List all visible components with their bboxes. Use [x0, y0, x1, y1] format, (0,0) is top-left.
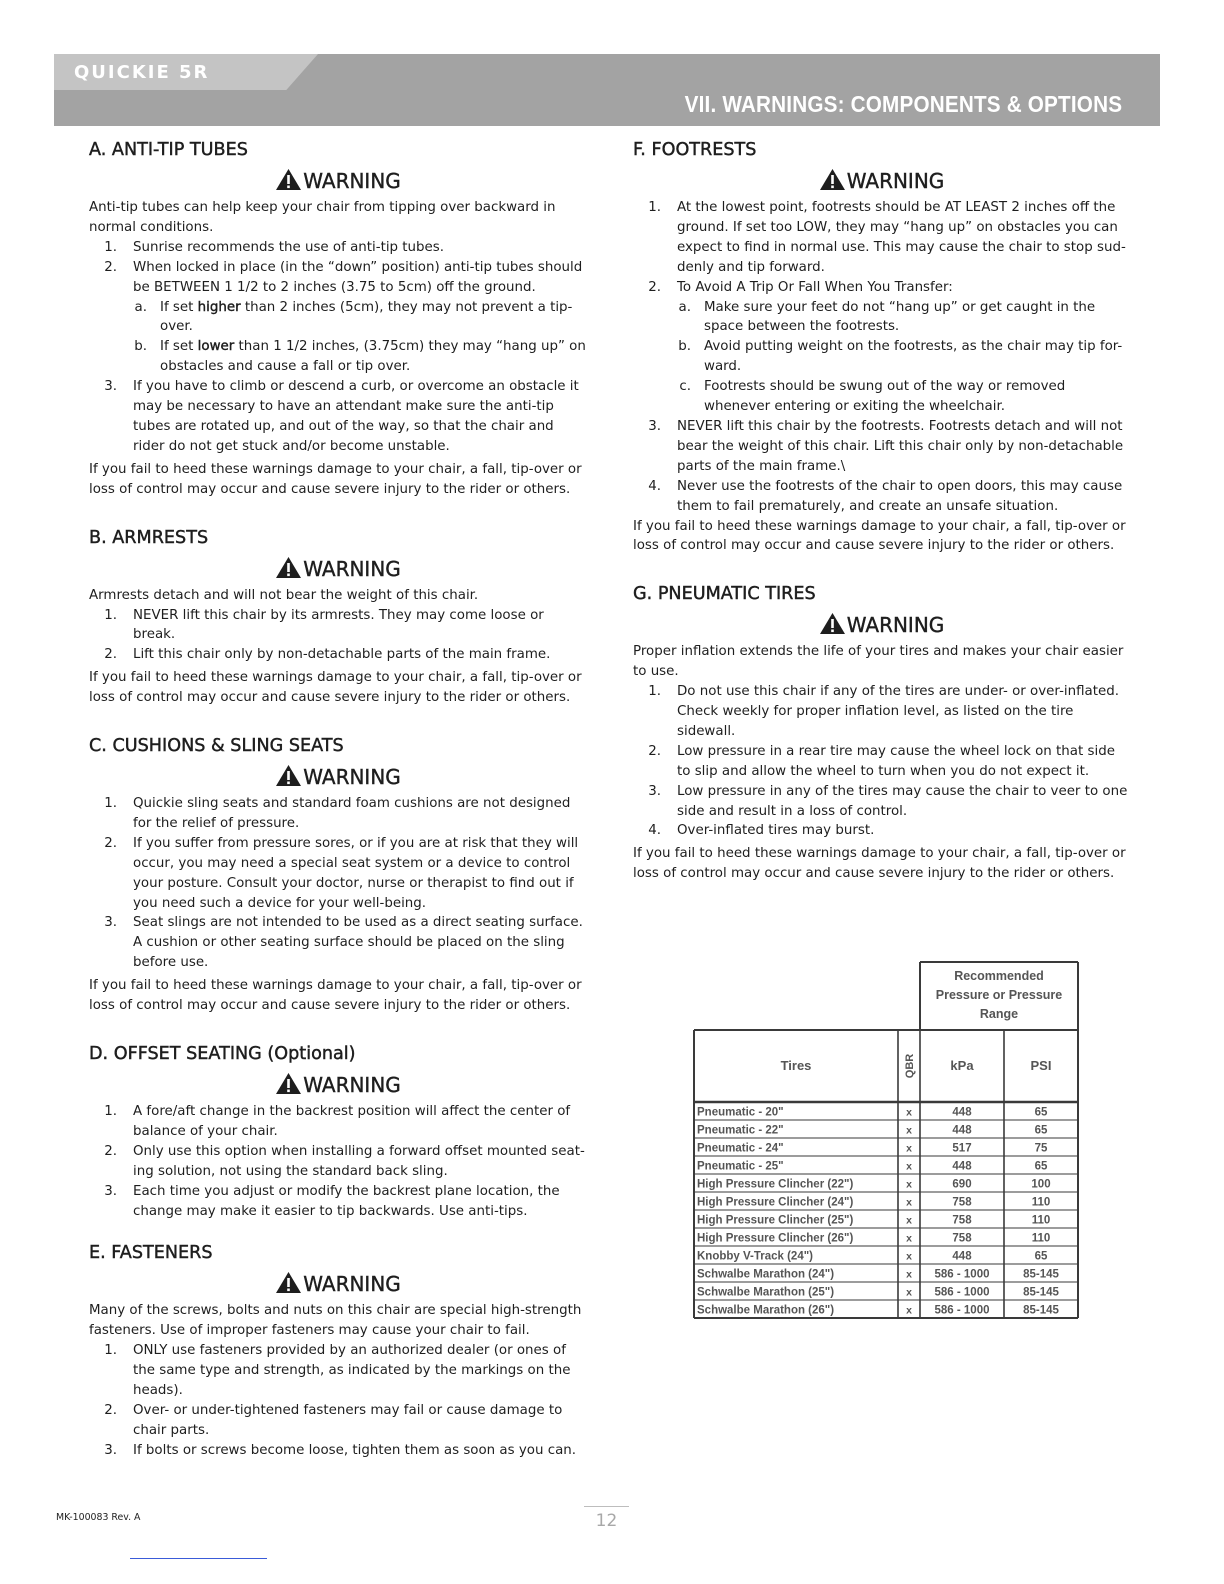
warning-triangle-icon	[275, 168, 302, 191]
list-item: 2. Over- or under-tightened fasteners may fail or cause damage to chair parts.	[104, 1402, 563, 1438]
list-item: 1. ONLY use fasteners provided by an authorized dealer (or ones of the same type and strength, as indicated by the markings on the heads).	[104, 1343, 571, 1399]
warning-banner	[89, 764, 587, 789]
sub-list-item: b. If set lower than 1 1/2 inches, (3.75cm) they may “hang up” on obstacles and cause a fall or tip over.	[134, 339, 586, 375]
table-cell-psi: 65	[1034, 1160, 1048, 1173]
section-b-outro: If you fail to heed these warnings damage to your chair, a fall, tip-over or loss of control may occur and cause severe injury to the rider or others.	[89, 670, 582, 706]
list-item: 2. To Avoid A Trip Or Fall When You Transfer:	[648, 279, 953, 295]
section-e-list	[89, 1341, 587, 1460]
warning-label: WARNING	[846, 169, 945, 193]
list-item: 3. Each time you adjust or modify the backrest plane location, the change may make it easier to tip backwards. Use anti-tips.	[104, 1183, 560, 1219]
sub-list-item: a. Make sure your feet do not “hang up” or get caught in the space between the footrests.	[678, 299, 1096, 335]
table-cell-qbr: x	[906, 1232, 912, 1245]
table-cell-tire: Schwalbe Marathon (24")	[697, 1268, 835, 1281]
warning-triangle-icon	[275, 1271, 302, 1294]
table-cell-psi: 65	[1034, 1106, 1048, 1119]
table-cell-tire: Knobby V-Track (24")	[697, 1250, 814, 1263]
emphasis-higher: higher	[197, 299, 241, 315]
table-column-header: Tires	[780, 1058, 812, 1073]
page-number-rule	[584, 1506, 629, 1507]
table-cell-kpa: 586 - 1000	[934, 1286, 990, 1299]
list-item: 4. Never use the footrests of the chair to open doors, this may cause them to fail prematurely, and create an unsafe situation.	[648, 478, 1123, 514]
table-cell-psi: 85-145	[1023, 1268, 1059, 1281]
table-cell-qbr: x	[906, 1250, 912, 1263]
table-cell-kpa: 448	[952, 1106, 972, 1119]
section-c-heading: C. CUSHIONS & SLING SEATS	[89, 736, 344, 757]
table-cell-tire: Schwalbe Marathon (25")	[697, 1286, 835, 1299]
warning-banner	[89, 1072, 587, 1097]
table-cell-psi: 110	[1031, 1214, 1051, 1227]
warning-label: WARNING	[303, 169, 401, 193]
section-a-heading: A. ANTI-TIP TUBES	[89, 140, 248, 160]
table-cell-qbr: x	[906, 1286, 912, 1299]
list-item: 2. Low pressure in a rear tire may cause the wheel lock on that side to slip and allow the wheel to turn when you do not expect it.	[648, 743, 1115, 779]
table-column-header: PSI	[1030, 1058, 1052, 1073]
list-item: 2. If you suffer from pressure sores, or if you are at risk that they will occur, you may need a special seat system or a device to control your posture. Consult your doctor, nurse or therapist to find out if you need such a device for your well-being.	[104, 835, 579, 911]
table-cell-psi: 110	[1031, 1232, 1051, 1245]
table-cell-qbr: x	[906, 1214, 912, 1227]
section-c-outro: If you fail to heed these warnings damage to your chair, a fall, tip-over or loss of control may occur and cause severe injury to the rider or others.	[89, 978, 582, 1014]
warning-triangle-icon	[275, 764, 302, 787]
table-cell-tire: Pneumatic - 24"	[697, 1142, 784, 1155]
link-underline	[130, 1558, 267, 1559]
table-cell-tire: High Pressure Clincher (24")	[697, 1196, 854, 1209]
warning-banner	[89, 168, 587, 193]
table-cell-qbr: x	[906, 1178, 912, 1191]
list-item: 3. If you have to climb or descend a curb, or overcome an obstacle it may be necessary to have an attendant make sure the anti-tip tubes are rotated up, and out of the way, so that the chair and rider do not get stuck and/or become unstable.	[104, 379, 579, 454]
table-cell-kpa: 586 - 1000	[934, 1304, 990, 1317]
table-cell-kpa: 448	[952, 1160, 972, 1173]
list-item: 3. Seat slings are not intended to be used as a direct seating surface. A cushion or other seating surface should be placed on the sling before use.	[104, 915, 583, 971]
emphasis-lower: lower	[197, 339, 235, 355]
table-cell-psi: 75	[1034, 1142, 1048, 1155]
section-a-outro: If you fail to heed these warnings damage to your chair, a fall, tip-over or loss of control may occur and cause severe injury to the rider or others.	[89, 461, 582, 497]
tire-pressure-grid	[682, 960, 1080, 1322]
list-item: 1. NEVER lift this chair by its armrests. They may come loose or break.	[104, 607, 544, 643]
warning-banner	[89, 556, 587, 581]
list-item: 1. A fore/aft change in the backrest position will affect the center of balance of your chair.	[104, 1104, 571, 1139]
section-f-list	[633, 198, 1130, 517]
brand-name: QUICKIE 5R	[74, 62, 210, 83]
tire-pressure-table	[682, 960, 1080, 1322]
table-cell-kpa: 586 - 1000	[934, 1268, 990, 1281]
section-c-list	[89, 794, 587, 973]
table-group-header: Range	[979, 1007, 1019, 1021]
section-b-intro: Armrests detach and will not bear the weight of this chair.	[89, 587, 479, 603]
table-cell-qbr: x	[906, 1124, 912, 1137]
table-group-header: Recommended	[954, 969, 1044, 983]
list-item: 4. Over-inflated tires may burst.	[648, 823, 875, 839]
section-a-list	[89, 238, 587, 457]
list-item: 2. When locked in place (in the “down” position) anti-tip tubes should be BETWEEN 1 1/2 to 2 inches (3.75 to 5cm) off the ground.	[104, 259, 583, 295]
table-cell-kpa: 448	[952, 1124, 972, 1137]
table-cell-psi: 85-145	[1023, 1286, 1059, 1299]
table-cell-tire: Pneumatic - 22"	[697, 1124, 784, 1137]
left-column	[89, 138, 587, 1461]
table-cell-psi: 85-145	[1023, 1304, 1059, 1317]
list-item: 1. At the lowest point, footrests should be AT LEAST 2 inches off the ground. If set too LOW, they may “hang up” on obstacles you can expect to find in normal use. This may cause the chair to stop sud-denly and tip forward.	[648, 200, 1126, 275]
right-column	[633, 138, 1130, 884]
table-cell-tire: Pneumatic - 20"	[697, 1106, 784, 1119]
sub-list-item: b. Avoid putting weight on the footrests, as the chair may tip for-ward.	[678, 339, 1123, 375]
section-d-list	[89, 1102, 587, 1221]
table-column-header: QBR	[904, 1053, 916, 1079]
section-g-list	[633, 682, 1130, 841]
section-f-outro: If you fail to heed these warnings damage to your chair, a fall, tip-over or loss of control may occur and cause severe injury to the rider or others.	[633, 518, 1126, 554]
section-d-heading: D. OFFSET SEATING (Optional)	[89, 1044, 356, 1064]
list-item: 2. Lift this chair only by non-detachable parts of the main frame.	[104, 647, 551, 663]
list-item: 3. If bolts or screws become loose, tighten them as soon as you can.	[104, 1442, 577, 1458]
table-cell-kpa: 517	[952, 1142, 972, 1155]
table-cell-qbr: x	[906, 1142, 912, 1155]
chapter-title: VII. WARNINGS: COMPONENTS & OPTIONS	[684, 91, 1122, 117]
list-item: 2. Only use this option when installing a forward offset mounted seat-ing solution, not using the standard back sling.	[104, 1143, 585, 1179]
table-cell-kpa: 758	[952, 1232, 972, 1245]
table-cell-tire: High Pressure Clincher (25")	[697, 1214, 854, 1227]
warning-label: WARNING	[303, 1272, 401, 1297]
table-column-header: kPa	[950, 1058, 974, 1073]
warning-banner	[633, 168, 1130, 193]
table-cell-psi: 100	[1031, 1178, 1051, 1191]
table-cell-qbr: x	[906, 1196, 912, 1209]
sub-list-item: c. Footrests should be swung out of the way or removed whenever entering or exiting the wheelchair.	[679, 379, 1066, 415]
warning-triangle-icon	[275, 556, 302, 579]
table-cell-psi: 110	[1031, 1196, 1051, 1209]
table-cell-tire: Pneumatic - 25"	[697, 1160, 784, 1173]
list-item: 1. Quickie sling seats and standard foam cushions are not designed for the relief of pressure.	[104, 796, 571, 831]
section-g-outro: If you fail to heed these warnings damage to your chair, a fall, tip-over or loss of control may occur and cause severe injury to the rider or others.	[633, 846, 1126, 882]
table-cell-tire: High Pressure Clincher (22")	[697, 1178, 854, 1191]
warning-label: WARNING	[846, 613, 945, 638]
table-cell-tire: Schwalbe Marathon (26")	[697, 1304, 835, 1317]
section-f-heading: F. FOOTRESTS	[633, 140, 757, 160]
table-cell-psi: 65	[1034, 1124, 1048, 1137]
section-g-heading: G. PNEUMATIC TIRES	[633, 584, 816, 605]
table-cell-kpa: 758	[952, 1196, 972, 1209]
list-item: 1. Do not use this chair if any of the tires are under- or over-inflated. Check weekly for proper inflation level, as listed on the tire sidewall.	[648, 684, 1119, 739]
warning-triangle-icon	[819, 612, 846, 635]
table-cell-kpa: 690	[952, 1178, 972, 1191]
sub-list-item: a. If set higher than 2 inches (5cm), they may not prevent a tip-over.	[134, 299, 573, 335]
warning-triangle-icon	[275, 1072, 302, 1095]
list-item: 1. Sunrise recommends the use of anti-tip tubes.	[104, 239, 445, 255]
section-a-intro: Anti-tip tubes can help keep your chair from tipping over backward in normal conditions.	[89, 200, 556, 235]
table-cell-qbr: x	[906, 1160, 912, 1173]
table-cell-qbr: x	[906, 1106, 912, 1119]
section-b-list	[89, 606, 587, 666]
warning-banner	[633, 612, 1130, 637]
warning-label: WARNING	[303, 765, 401, 790]
document-code: MK-100083 Rev. A	[56, 1512, 141, 1523]
section-g-intro: Proper inflation extends the life of your tires and makes your chair easier to use.	[633, 644, 1124, 680]
table-cell-qbr: x	[906, 1268, 912, 1281]
table-cell-qbr: x	[906, 1304, 912, 1317]
list-item: 3. Low pressure in any of the tires may cause the chair to veer to one side and result in a loss of control.	[648, 783, 1128, 819]
warning-banner	[89, 1271, 587, 1296]
table-cell-kpa: 448	[952, 1250, 972, 1263]
section-e-intro: Many of the screws, bolts and nuts on this chair are special high-strength fasteners. Use of improper fasteners may cause your chair to fail.	[89, 1303, 582, 1339]
table-cell-kpa: 758	[952, 1214, 972, 1227]
section-e-heading: E. FASTENERS	[89, 1243, 213, 1264]
list-item: 3. NEVER lift this chair by the footrests. Footrests detach and will not bear the weight of this chair. Lift this chair only by non-detachable parts of the main frame.\	[648, 418, 1124, 474]
table-group-header: Pressure or Pressure	[935, 988, 1063, 1002]
warning-triangle-icon	[819, 168, 846, 191]
section-b-heading: B. ARMRESTS	[89, 527, 209, 548]
table-cell-tire: High Pressure Clincher (26")	[697, 1232, 854, 1245]
table-cell-psi: 65	[1034, 1250, 1048, 1263]
page-number: 12	[595, 1511, 618, 1531]
warning-label: WARNING	[303, 556, 401, 581]
warning-label: WARNING	[303, 1073, 401, 1097]
